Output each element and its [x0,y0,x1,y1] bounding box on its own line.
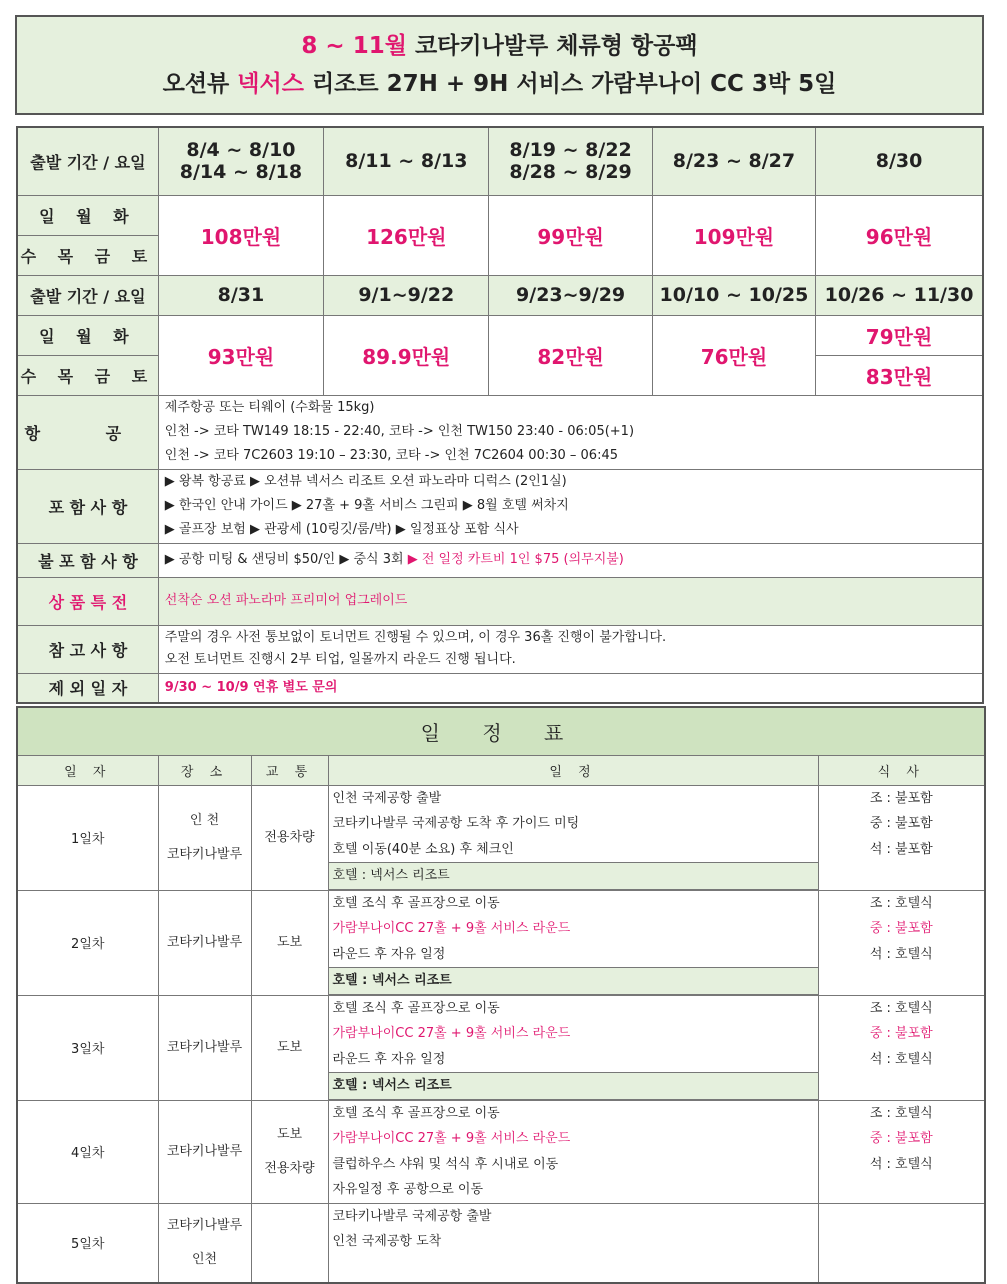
weekday-label: 일 월 화 [17,315,158,355]
itinerary-cell: 인천 국제공항 출발 코타키나발루 국제공항 도착 후 가이드 미팅 호텔 이동(40분 소요) 후 체크인 호텔 : 넥서스 리조트 [328,785,818,890]
meal-cell: 조 : 호텔식 중 : 불포함 석 : 호텔식 [818,1100,985,1203]
price-cell: 96만원 [816,195,983,275]
page-title-box [15,15,984,115]
period-cell: 8/4 ~ 8/10 8/14 ~ 8/18 [158,127,323,195]
included-line: ▶ 한국인 안내 가이드 ▶ 27홀 + 9홀 서비스 그린피 ▶ 8월 호텔 써차지 [164,498,569,513]
meal-cell [818,1203,985,1283]
place-cell: 인 천 코타키나발루 [158,785,251,890]
col-header-itinerary: 일 정 [328,755,818,785]
note-line: 주말의 경우 사전 통보없이 토너먼트 진행될 수 있으며, 이 경우 36홀 진행이 불가합니다. [164,630,667,645]
period-cell: 8/11 ~ 8/13 [324,127,489,195]
transport-cell: 전용차량 [251,785,328,890]
transport-cell [251,1203,328,1283]
not-included-info: ▶ 공항 미팅 & 샌딩비 $50/인 ▶ 중식 3회 ▶ 전 일정 카트비 1인 $75 (의무지불) [158,543,983,577]
price-cell: 93만원 [158,315,323,395]
meal-cell: 조 : 호텔식 중 : 불포함 석 : 호텔식 [818,890,985,995]
flight-line: 인천 -> 코타 TW149 18:15 - 22:40, 코타 -> 인천 TW150 23:40 - 06:05(+1) [164,424,635,439]
notes-info [158,625,983,673]
weekend-label: 수 목 금 토 [17,235,158,275]
transport-cell: 도보 [251,890,328,995]
schedule-title: 일 정 표 [17,707,985,755]
period-cell: 9/1~9/22 [324,275,489,315]
title-dates: 8 ~ 11월 [301,33,407,59]
table-row [17,1203,985,1283]
itinerary-cell: 호텔 조식 후 골프장으로 이동 가람부나이CC 27홀 + 9홀 서비스 라운드 클럽하우스 샤워 및 석식 후 시내로 이동 자유일정 후 공항으로 이동 [328,1100,818,1203]
meal-cell: 조 : 불포함 중 : 불포함 석 : 불포함 [818,785,985,890]
weekend-label: 수 목 금 토 [17,355,158,395]
price-cell: 76만원 [652,315,815,395]
price-cell: 109만원 [652,195,815,275]
price-cell: 99만원 [489,195,652,275]
table-row [17,995,985,1100]
table-row [17,785,985,890]
title-product: 코타키나발루 체류형 항공팩 [406,33,698,59]
weekday-label: 일 월 화 [17,195,158,235]
flight-label: 항 공 [17,395,158,469]
schedule-table [16,706,986,1284]
title-line-2 [17,69,982,99]
col-header-place: 장 소 [158,755,251,785]
period-cell: 9/23~9/29 [489,275,652,315]
transport-cell: 도보 [251,995,328,1100]
price-cell-weekday: 79만원 [816,315,983,355]
day-cell: 1일차 [17,785,158,890]
not-included-label: 불 포 함 사 항 [17,543,158,577]
price-cell: 108만원 [158,195,323,275]
period-cell: 8/19 ~ 8/22 8/28 ~ 8/29 [489,127,652,195]
price-cell: 82만원 [489,315,652,395]
day-cell: 5일차 [17,1203,158,1283]
excluded-label: 제 외 일 자 [17,673,158,703]
title-nexus: 넥서스 [237,71,304,97]
included-label: 포 함 사 항 [17,469,158,543]
price-cell-weekend: 83만원 [816,355,983,395]
period-label: 출발 기간 / 요일 [17,127,158,195]
special-label: 상 품 특 전 [17,577,158,625]
included-info [158,469,983,543]
hotel-line: 호텔 : 넥서스 리조트 [329,967,818,995]
day-cell: 2일차 [17,890,158,995]
place-cell: 코타키나발루 [158,890,251,995]
col-header-day: 일 자 [17,755,158,785]
flight-info [158,395,983,469]
price-cell: 89.9만원 [324,315,489,395]
meal-cell: 조 : 호텔식 중 : 불포함 석 : 호텔식 [818,995,985,1100]
period-label: 출발 기간 / 요일 [17,275,158,315]
period-cell: 8/31 [158,275,323,315]
included-line: ▶ 골프장 보험 ▶ 관광세 (10링깃/룸/박) ▶ 일정표상 포함 식사 [164,522,519,537]
title-line-1 [17,31,982,61]
included-line: ▶ 왕복 항공료 ▶ 오션뷰 넥서스 리조트 오션 파노라마 디럭스 (2인1실) [164,474,567,489]
hotel-line: 호텔 : 넥서스 리조트 [329,862,818,890]
flight-line: 제주항공 또는 티웨이 (수화물 15kg) [164,400,375,415]
note-line: 오전 토너먼트 진행시 2부 티업, 일몰까지 라운드 진행 됩니다. [164,652,516,667]
package-table [16,126,984,704]
period-cell: 8/30 [816,127,983,195]
place-cell: 코타키나발루 [158,995,251,1100]
notes-label: 참 고 사 항 [17,625,158,673]
title-resort-golf: 리조트 27H + 9H 서비스 가람부나이 CC 3박 5일 [303,71,837,97]
table-row [17,890,985,995]
place-cell: 코타키나발루 인천 [158,1203,251,1283]
period-cell: 8/23 ~ 8/27 [652,127,815,195]
table-row [17,1100,985,1203]
transport-cell: 도보 전용차량 [251,1100,328,1203]
hotel-line: 호텔 : 넥서스 리조트 [329,1072,818,1100]
period-cell: 10/26 ~ 11/30 [816,275,983,315]
col-header-transport: 교 통 [251,755,328,785]
itinerary-cell: 코타키나발루 국제공항 출발 인천 국제공항 도착 [328,1203,818,1283]
col-header-meals: 식 사 [818,755,985,785]
special-info: 선착순 오션 파노라마 프리미어 업그레이드 [158,577,983,625]
price-cell: 126만원 [324,195,489,275]
day-cell: 4일차 [17,1100,158,1203]
place-cell: 코타키나발루 [158,1100,251,1203]
period-cell: 10/10 ~ 10/25 [652,275,815,315]
day-cell: 3일차 [17,995,158,1100]
excluded-info: 9/30 ~ 10/9 연휴 별도 문의 [158,673,983,703]
itinerary-cell: 호텔 조식 후 골프장으로 이동 가람부나이CC 27홀 + 9홀 서비스 라운드 라운드 후 자유 일정 호텔 : 넥서스 리조트 [328,890,818,995]
cart-fee-note: ▶ 전 일정 카트비 1인 $75 (의무지불) [407,552,624,567]
title-oceanview: 오션뷰 [162,71,238,97]
itinerary-cell: 호텔 조식 후 골프장으로 이동 가람부나이CC 27홀 + 9홀 서비스 라운드 라운드 후 자유 일정 호텔 : 넥서스 리조트 [328,995,818,1100]
flight-line: 인천 -> 코타 7C2603 19:10 – 23:30, 코타 -> 인천 7C2604 00:30 – 06:45 [164,448,618,463]
